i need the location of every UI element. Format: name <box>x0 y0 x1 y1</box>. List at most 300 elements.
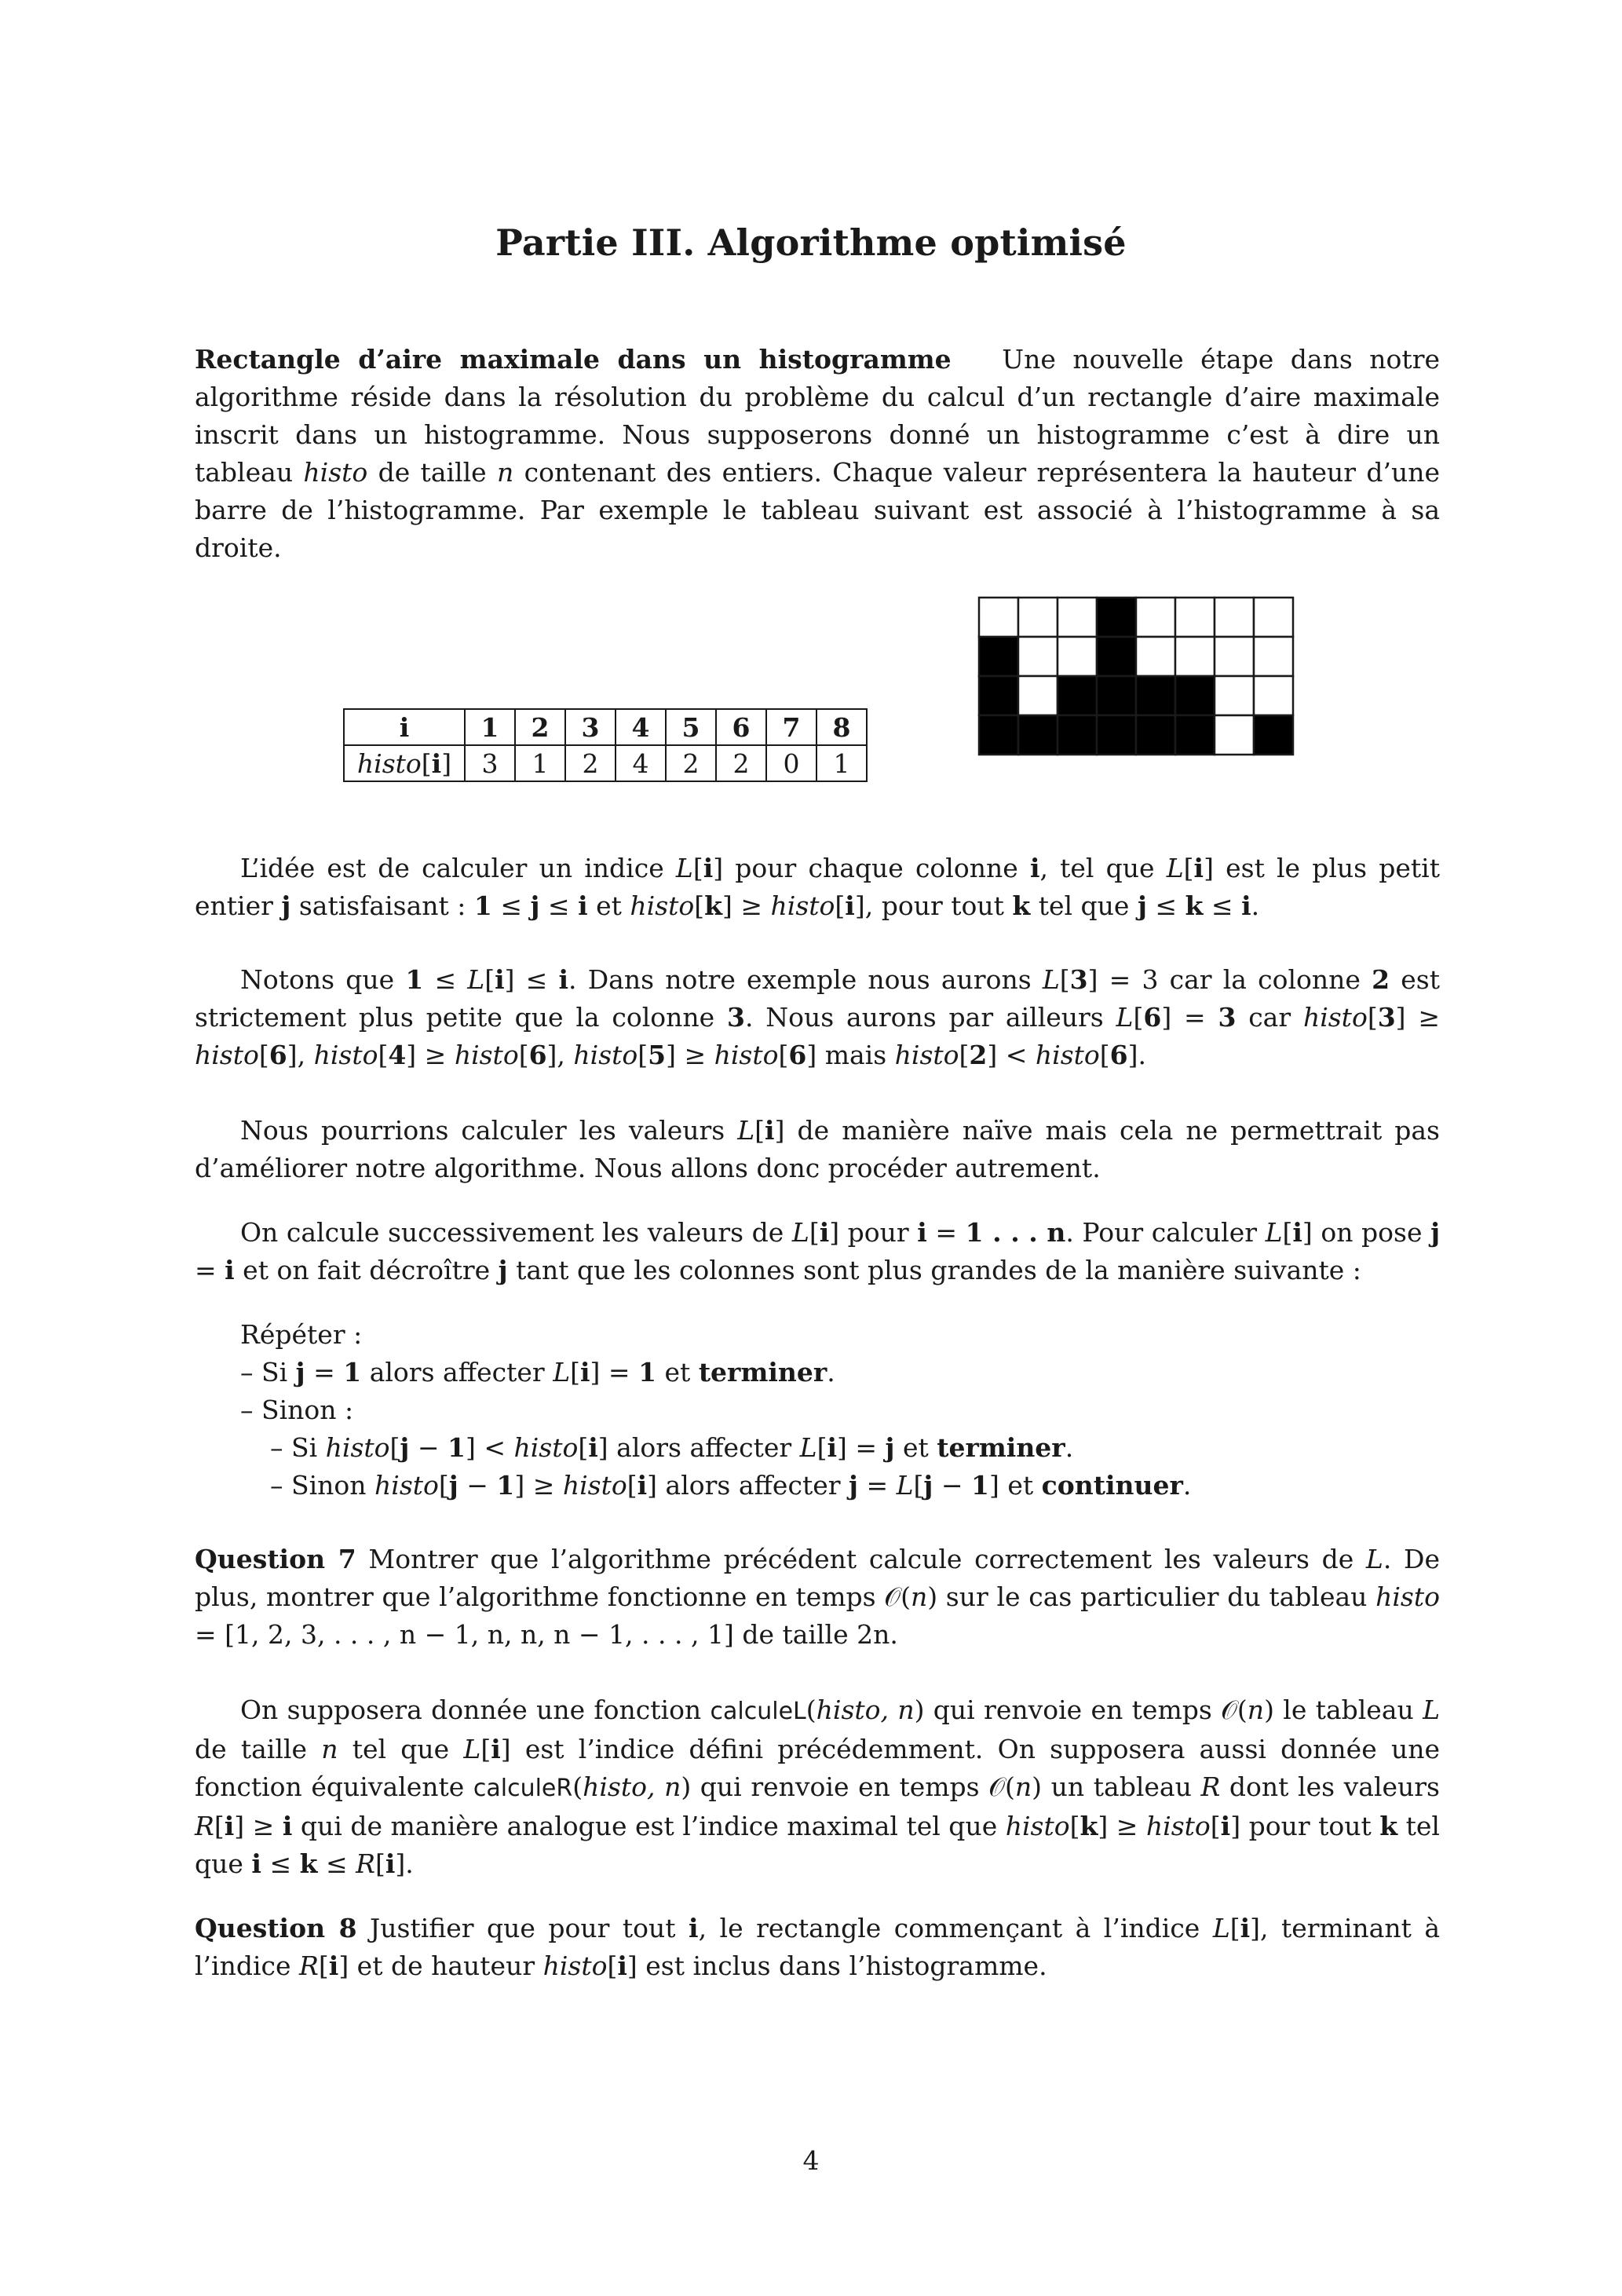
math: j <box>498 1255 508 1285</box>
text: alors affecter <box>657 1470 849 1501</box>
math: ] <box>836 1432 847 1463</box>
text: . <box>1138 1040 1146 1070</box>
text: , terminant à l’indice <box>195 1913 1440 1981</box>
math: j <box>448 1470 458 1501</box>
math: ] <box>546 1040 557 1070</box>
intro-paragraph <box>195 341 1440 567</box>
histogram-cell-empty <box>1254 637 1293 676</box>
math: i <box>765 1115 775 1146</box>
math: i <box>845 890 855 921</box>
math: ] <box>988 1470 999 1501</box>
math: n <box>321 1734 338 1764</box>
math: ≤ <box>491 890 531 921</box>
math: ] <box>1098 1811 1109 1841</box>
math: . . . <box>983 1217 1047 1248</box>
text: qui renvoie en temps <box>924 1695 1222 1725</box>
text: mais <box>816 1040 895 1070</box>
math: n <box>1014 1771 1032 1802</box>
math: = <box>1098 964 1142 995</box>
index-label: i <box>431 748 442 779</box>
math: [ <box>1210 1811 1221 1841</box>
text: . <box>405 1848 414 1879</box>
text: tel que <box>1030 890 1138 921</box>
math: ] <box>1302 1217 1313 1248</box>
math: histo <box>562 1470 627 1501</box>
algo-line <box>195 1467 1440 1504</box>
table-cell: 1 <box>465 709 515 745</box>
math: j <box>1137 890 1147 921</box>
table-cell: 2 <box>515 709 565 745</box>
math: = <box>305 1357 344 1387</box>
histogram-cell-empty <box>1215 637 1254 676</box>
text: . Pour calculer <box>1065 1217 1266 1248</box>
math: histo <box>1005 1811 1070 1841</box>
math: L <box>737 1115 755 1146</box>
math: histo <box>313 1040 378 1070</box>
math: 2n <box>857 1619 890 1650</box>
math: histo <box>1145 1811 1211 1841</box>
table-cell: 7 <box>766 709 816 745</box>
text: car <box>1236 1002 1303 1033</box>
bracket: [ <box>421 748 432 779</box>
math: ] <box>987 1040 998 1070</box>
math: = <box>857 1470 897 1501</box>
math: ] <box>514 1470 525 1501</box>
text: de manière naïve mais cela ne permettrait pas d’améliorer notre algorithme. Nous allons donc procéder autrement. <box>195 1115 1440 1183</box>
math: 2 <box>1372 964 1390 995</box>
math: L <box>1423 1695 1441 1725</box>
math: 1 <box>496 1470 515 1501</box>
math: i <box>637 1470 648 1501</box>
math: [ <box>627 1470 637 1501</box>
question-label: Question 7 <box>195 1544 356 1574</box>
math: 3 <box>1142 964 1159 995</box>
text: . Dans notre exemple nous aurons <box>568 964 1043 995</box>
math: ( <box>1005 1771 1015 1802</box>
text: Si <box>291 1432 326 1463</box>
text: , pour tout <box>864 890 1013 921</box>
math: [ <box>484 964 495 995</box>
math: [ <box>1059 964 1070 995</box>
math: ≥ <box>524 1470 563 1501</box>
math: [ <box>754 1115 765 1146</box>
math: = <box>195 1255 225 1285</box>
histogram-cell-empty <box>1175 637 1215 676</box>
math: [ <box>816 1432 827 1463</box>
math: [ <box>913 1470 924 1501</box>
math: ] <box>287 1040 298 1070</box>
table-cell: 3 <box>465 745 515 781</box>
math: [ <box>1099 1040 1110 1070</box>
math: [ <box>378 1040 389 1070</box>
math: 3 <box>1218 1002 1237 1033</box>
text: . <box>1251 890 1260 921</box>
table-cell: 4 <box>616 745 666 781</box>
histogram-cell-empty <box>1018 598 1058 637</box>
page-title: Partie III. Algorithme optimisé <box>495 221 1127 264</box>
question-7 <box>195 1541 1440 1654</box>
math: [ <box>1183 853 1194 883</box>
math: i <box>251 1848 261 1879</box>
math: 𝒪 <box>988 1771 1006 1802</box>
text: et <box>656 1357 699 1387</box>
math: L <box>467 964 485 995</box>
text: pour chaque colonne <box>723 853 1030 883</box>
histogram-cell-empty <box>1215 598 1254 637</box>
math: ≤ <box>1203 890 1242 921</box>
math: n <box>1047 1217 1066 1248</box>
text: est l’indice défini précédemment. On supposera aussi donnée une fonction équivalente <box>195 1734 1440 1802</box>
text: car la colonne <box>1158 964 1372 995</box>
math: [ <box>438 1470 449 1501</box>
math: = <box>600 1357 639 1387</box>
math: [ <box>959 1040 970 1070</box>
math: [1, 2, 3, . . . , n − 1, n, n, n − 1, . . . , 1] <box>225 1619 734 1650</box>
math: ] <box>338 1951 349 1981</box>
histogram-cell-filled <box>1097 715 1136 755</box>
math: i <box>1220 1811 1231 1841</box>
math: 6 <box>528 1040 547 1070</box>
math: 3 <box>1377 1002 1396 1033</box>
text: . Nous aurons par ailleurs <box>744 1002 1116 1033</box>
text: et on fait décroître <box>234 1255 499 1285</box>
math: ≤ <box>539 890 579 921</box>
intro-heading: Rectangle d’aire maximale dans un histogramme <box>195 344 952 375</box>
math: [ <box>1133 1002 1144 1033</box>
math: L <box>896 1470 914 1501</box>
math: ) <box>681 1771 692 1802</box>
math: i <box>578 890 588 921</box>
math: j <box>530 890 540 921</box>
histogram-cell-filled <box>1136 715 1175 755</box>
histogram-cell-filled <box>1097 637 1136 676</box>
text: Sinon <box>291 1470 375 1501</box>
table-cell: 1 <box>816 745 867 781</box>
question-8 <box>195 1910 1440 1985</box>
math: ] <box>1230 1811 1241 1841</box>
math: k <box>299 1848 318 1879</box>
math: ( <box>806 1695 816 1725</box>
histogram-cell-filled <box>1097 676 1136 715</box>
math: 6 <box>1109 1040 1128 1070</box>
math: L <box>553 1357 571 1387</box>
math: i <box>588 1432 598 1463</box>
math: histo <box>1035 1040 1100 1070</box>
math: R <box>195 1811 214 1841</box>
text: est inclus dans l’histogramme. <box>637 1951 1047 1981</box>
text: qui renvoie en temps <box>691 1771 989 1802</box>
math: histo <box>195 1040 259 1070</box>
successive-paragraph <box>195 1214 1440 1289</box>
math: [ <box>607 1951 618 1981</box>
text: . <box>1065 1432 1074 1463</box>
math: i <box>558 964 569 995</box>
intro-n: n <box>497 457 514 488</box>
math: 1 <box>473 890 492 921</box>
math: [ <box>1367 1002 1378 1033</box>
math: , <box>297 1040 314 1070</box>
histogram-cell-empty <box>1254 598 1293 637</box>
math: ] <box>1204 853 1214 883</box>
text: sur le cas particulier du tableau <box>937 1581 1376 1612</box>
math: ) <box>1032 1771 1043 1802</box>
math: ] <box>1395 1002 1406 1033</box>
text: et de hauteur <box>349 1951 543 1981</box>
math: 1 <box>971 1470 989 1501</box>
math: = <box>926 1217 966 1248</box>
math: ≤ <box>514 964 559 995</box>
math: ≥ <box>732 890 771 921</box>
l-definition-paragraph <box>195 850 1440 925</box>
text: dont les valeurs <box>1220 1771 1440 1802</box>
function-name: calculeL <box>710 1698 806 1725</box>
math: ] <box>854 890 865 921</box>
math: 3 <box>727 1002 745 1033</box>
table-cell: 3 <box>565 709 616 745</box>
math: L <box>463 1734 481 1764</box>
math: i <box>689 1913 699 1943</box>
math: ( <box>572 1771 583 1802</box>
math: L <box>1042 964 1060 995</box>
text: Justifier que pour tout <box>356 1913 689 1943</box>
math: ≤ <box>261 1848 300 1879</box>
table-cell: 2 <box>716 745 766 781</box>
math: < <box>475 1432 514 1463</box>
math: i <box>282 1811 293 1841</box>
math: − <box>933 1470 971 1501</box>
math: i <box>328 1951 339 1981</box>
text: Sinon : <box>261 1395 354 1425</box>
math: i <box>1241 890 1251 921</box>
math: [ <box>694 890 705 921</box>
math: ] <box>590 1357 601 1387</box>
math: R <box>299 1951 319 1981</box>
histogram-cell-empty <box>1254 676 1293 715</box>
math: [ <box>637 1040 648 1070</box>
math: ] <box>647 1470 658 1501</box>
math: ] <box>713 853 724 883</box>
math: histo <box>894 1040 959 1070</box>
histogram-cell-empty <box>1215 676 1254 715</box>
math: ≤ <box>317 1848 356 1879</box>
math: histo <box>770 890 835 921</box>
text: Montrer que l’algorithme précédent calcule correctement les valeurs de <box>356 1544 1366 1574</box>
math: j <box>295 1357 305 1387</box>
math: histo <box>374 1470 439 1501</box>
text: Si <box>261 1357 296 1387</box>
text: , tel que <box>1039 853 1167 883</box>
histogram-cell-empty <box>1175 598 1215 637</box>
math: ≥ <box>1108 1811 1146 1841</box>
algo-line <box>195 1429 1440 1467</box>
text: satisfaisant : <box>290 890 474 921</box>
text: de taille <box>195 1734 322 1764</box>
histogram-cell-filled <box>979 637 1018 676</box>
math: , <box>557 1040 574 1070</box>
text: On calcule successivement les valeurs de <box>240 1217 792 1248</box>
bullet: – <box>240 1395 254 1425</box>
text: le tableau <box>1273 1695 1423 1725</box>
text: qui de manière analogue est l’indice maximal tel que <box>292 1811 1006 1841</box>
text: tant que les colonnes sont plus grandes de la manière suivante : <box>507 1255 1361 1285</box>
math: ] <box>774 1115 785 1146</box>
math: i <box>385 1848 396 1879</box>
math: ) <box>927 1581 938 1612</box>
math: i <box>617 1951 627 1981</box>
math: i <box>224 1811 235 1841</box>
text: . <box>890 1619 898 1650</box>
math: < <box>997 1040 1036 1070</box>
math: ≤ <box>423 964 468 995</box>
math: j <box>281 890 291 921</box>
histogram-cell-filled <box>1175 715 1215 755</box>
math: k <box>1379 1811 1398 1841</box>
math: 4 <box>388 1040 407 1070</box>
algo-line <box>195 1354 1440 1391</box>
math: L <box>1365 1544 1383 1574</box>
text: de taille <box>733 1619 857 1650</box>
math: i <box>827 1432 837 1463</box>
math: ] <box>395 1848 406 1879</box>
math: − <box>458 1470 497 1501</box>
math: k <box>1185 890 1204 921</box>
math: histo <box>573 1040 638 1070</box>
histogram-cell-empty <box>979 598 1018 637</box>
histogram-cell-empty <box>1136 598 1175 637</box>
math: 1 <box>638 1357 657 1387</box>
math: histo, n <box>583 1771 681 1802</box>
math: [ <box>578 1432 589 1463</box>
math: L <box>675 853 693 883</box>
math: 1 <box>965 1217 984 1248</box>
function-name: calculeR <box>473 1775 573 1802</box>
histogram-cell-filled <box>1058 715 1097 755</box>
math: ] <box>234 1811 245 1841</box>
math: [ <box>835 890 846 921</box>
bullet: – <box>270 1470 283 1501</box>
math: L <box>1116 1002 1134 1033</box>
bullet: – <box>240 1357 254 1387</box>
math: ] <box>1087 964 1098 995</box>
math: i <box>819 1217 830 1248</box>
histogram-cell-filled <box>979 676 1018 715</box>
math: ≥ <box>416 1040 455 1070</box>
math: [ <box>809 1217 820 1248</box>
math: [ <box>318 1951 329 1981</box>
math: k <box>1080 1811 1098 1841</box>
text: alors affecter <box>608 1432 800 1463</box>
calcule-paragraph <box>195 1691 1440 1883</box>
math: ] <box>504 964 515 995</box>
math: 3 <box>1069 964 1088 995</box>
math: R <box>356 1848 375 1879</box>
math: 5 <box>648 1040 667 1070</box>
table-header-histo <box>344 745 465 781</box>
math: j <box>885 1432 895 1463</box>
math: 6 <box>269 1040 287 1070</box>
math: [ <box>1282 1217 1293 1248</box>
math: L <box>1212 1913 1230 1943</box>
math: 1 <box>405 964 424 995</box>
math: i <box>580 1357 590 1387</box>
table-cell: 1 <box>515 745 565 781</box>
math: histo <box>513 1432 579 1463</box>
math: ) <box>914 1695 925 1725</box>
text: est strictement plus petite que la colonne <box>195 964 1440 1033</box>
math: ] <box>722 890 732 921</box>
table-cell: 0 <box>766 745 816 781</box>
math: ( <box>1237 1695 1248 1725</box>
text: terminer <box>937 1432 1065 1463</box>
histogram-cell-empty <box>1058 637 1097 676</box>
text: terminer <box>698 1357 827 1387</box>
table-cell: 5 <box>666 709 716 745</box>
text: tel que <box>338 1734 464 1764</box>
text: Notons que <box>240 964 406 995</box>
naive-paragraph <box>195 1112 1440 1187</box>
math: ] <box>465 1432 476 1463</box>
math: k <box>1012 890 1031 921</box>
histogram-cell-filled <box>1018 715 1058 755</box>
math: ] <box>806 1040 817 1070</box>
table-row <box>344 745 867 781</box>
math: R <box>1200 1771 1221 1802</box>
text: . <box>1182 1470 1192 1501</box>
bullet: – <box>270 1432 283 1463</box>
math: histo <box>454 1040 519 1070</box>
math: 6 <box>788 1040 807 1070</box>
math: i <box>1029 853 1040 883</box>
math: ] <box>829 1217 840 1248</box>
histogram-cell-empty <box>1018 637 1058 676</box>
math: 𝒪 <box>884 1581 901 1612</box>
math: [ <box>214 1811 225 1841</box>
math: histo <box>325 1432 390 1463</box>
bracket: ] <box>441 748 452 779</box>
text: continuer <box>1041 1470 1183 1501</box>
math: [ <box>570 1357 580 1387</box>
math: i <box>1292 1217 1302 1248</box>
math: [ <box>518 1040 529 1070</box>
math: histo <box>630 890 695 921</box>
histogram-cell-filled <box>1136 676 1175 715</box>
text: et <box>999 1470 1042 1501</box>
math: ] <box>1250 1913 1261 1943</box>
histogram-cell-empty <box>1136 637 1175 676</box>
histo-label: histo <box>356 748 422 779</box>
math: i <box>917 1217 927 1248</box>
histogram-cell-filled <box>1254 715 1293 755</box>
math: i <box>225 1255 235 1285</box>
intro-text: contenant des entiers. Chaque valeur représentera la hauteur d’une barre de l’histogramme. Par exemple le tableau suivant est associé à l’histogramme à sa droite. <box>195 457 1440 563</box>
text: et <box>894 1432 937 1463</box>
math: [ <box>692 853 703 883</box>
math: ( <box>901 1581 911 1612</box>
text: un tableau <box>1042 1771 1201 1802</box>
text: . De plus, montrer que l’algorithme fonctionne en temps <box>195 1544 1441 1612</box>
math: [ <box>1229 1913 1240 1943</box>
histogram-cell-filled <box>1175 676 1215 715</box>
math: 6 <box>1143 1002 1162 1033</box>
math: = <box>1171 1002 1218 1033</box>
math: L <box>1265 1217 1283 1248</box>
math: ] <box>1127 1040 1138 1070</box>
histogram-cell-filled <box>1058 676 1097 715</box>
histogram-cell-filled <box>979 715 1018 755</box>
math: [ <box>480 1734 491 1764</box>
math: i <box>703 853 714 883</box>
math: [ <box>374 1848 385 1879</box>
